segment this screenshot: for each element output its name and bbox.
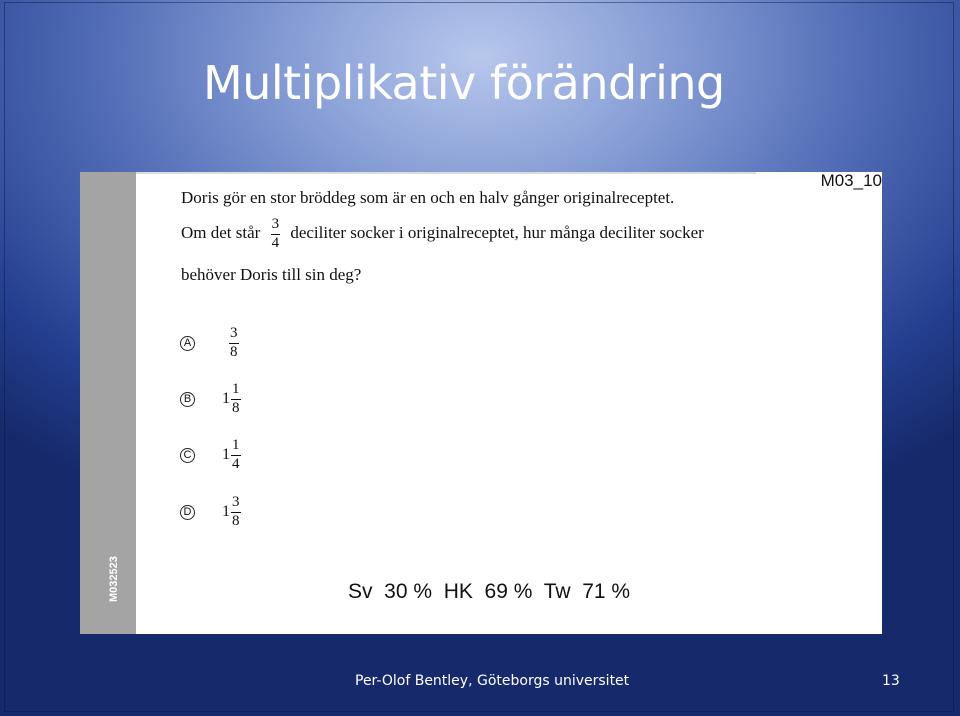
option-b[interactable] <box>180 376 241 422</box>
option-b-denominator: 8 <box>232 399 240 416</box>
item-top-rule <box>136 172 756 174</box>
option-c-numerator: 1 <box>231 438 241 456</box>
option-a-fraction <box>229 326 239 361</box>
option-c-letter: C <box>180 448 195 463</box>
option-c-whole: 1 <box>222 446 230 463</box>
result-statistics: Sv 30 % HK 69 % Tw 71 % <box>348 580 631 603</box>
option-d-fraction <box>231 495 241 530</box>
option-c-fraction <box>231 438 241 473</box>
option-d-letter: D <box>180 505 195 520</box>
option-b-fraction <box>231 382 241 417</box>
option-a-numerator: 3 <box>229 326 239 344</box>
option-c-denominator: 4 <box>232 455 240 472</box>
option-c[interactable] <box>180 432 241 478</box>
slide-page-number: 13 <box>882 673 900 689</box>
question-line-3: behöver Doris till sin deg? <box>181 265 362 284</box>
option-d[interactable] <box>180 489 241 535</box>
question-fraction <box>271 217 281 252</box>
question-fraction-numerator: 3 <box>271 217 281 235</box>
item-code: M03_10 <box>820 171 882 190</box>
option-d-denominator: 8 <box>232 512 240 529</box>
option-b-numerator: 1 <box>231 382 241 400</box>
test-item-image <box>80 172 882 634</box>
slide-footer: Per-Olof Bentley, Göteborgs universitet <box>355 673 630 689</box>
question-line-2-after: deciliter socker i originalreceptet, hur många deciliter socker <box>290 223 704 243</box>
option-d-numerator: 3 <box>231 495 241 513</box>
option-a-letter: A <box>180 336 195 351</box>
item-side-bar <box>80 172 136 634</box>
question-fraction-denominator: 4 <box>271 234 280 251</box>
option-b-whole: 1 <box>222 390 230 407</box>
question-line-1: Doris gör en stor bröddeg som är en och en halv gånger originalreceptet. <box>181 188 675 207</box>
option-b-letter: B <box>180 392 195 407</box>
question-line-2 <box>181 217 704 252</box>
question-line-2-before: Om det står <box>181 223 261 243</box>
option-d-whole: 1 <box>222 503 230 520</box>
option-a-denominator: 8 <box>230 343 238 360</box>
slide-title: Multiplikativ förändring <box>203 56 725 110</box>
option-a[interactable] <box>180 320 239 366</box>
item-side-code: M032523 <box>108 556 120 602</box>
